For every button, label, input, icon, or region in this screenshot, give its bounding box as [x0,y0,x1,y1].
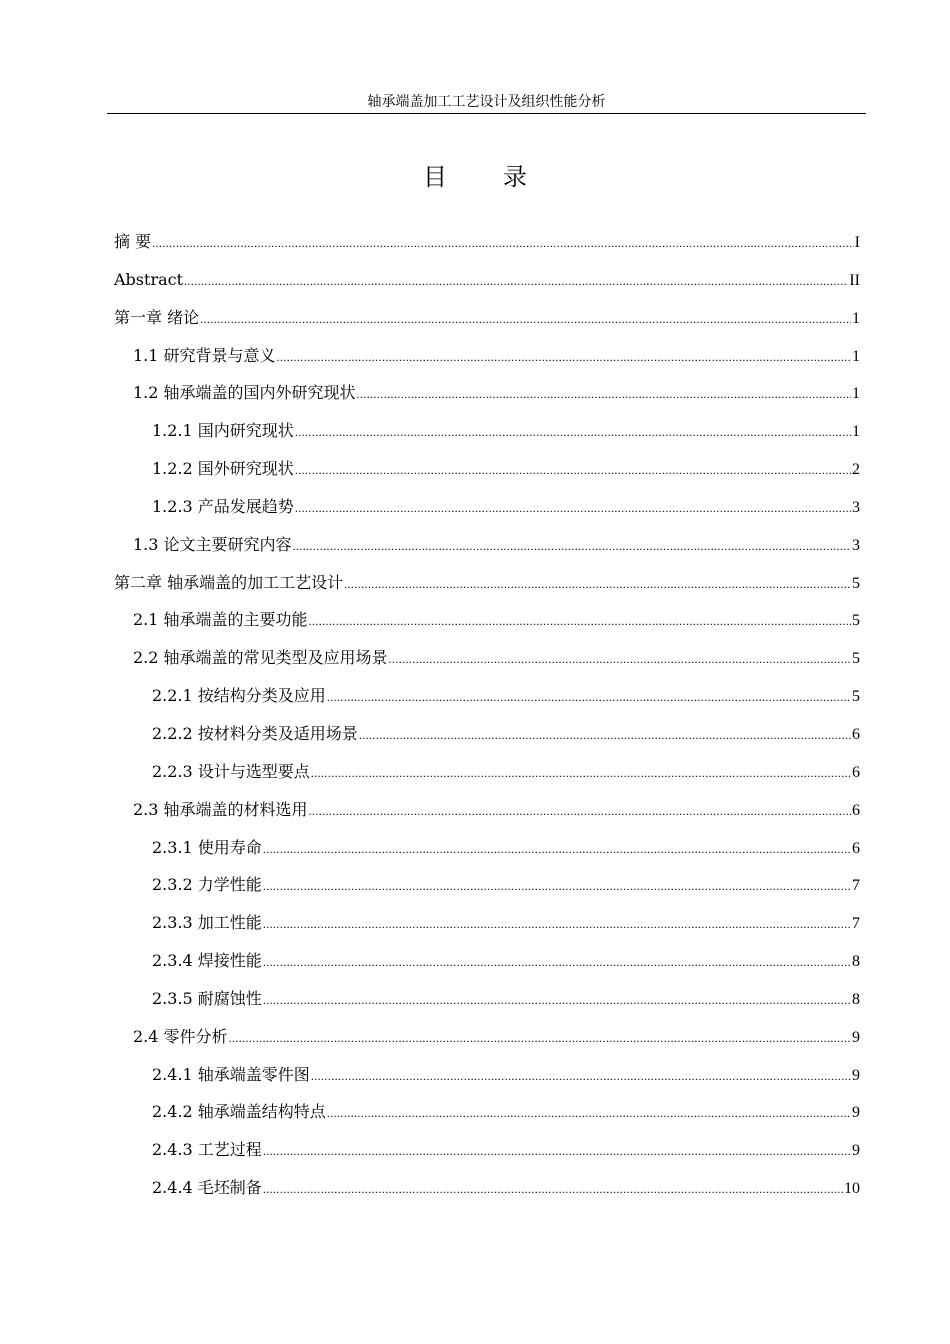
toc-entry-label: Abstract [114,269,184,289]
toc-entry-label: 2.3 轴承端盖的材料选用 [133,799,308,819]
toc-entry[interactable] [114,488,860,526]
toc-leader-dots [295,414,851,452]
toc-entry-page: 6 [852,839,860,857]
toc-entry[interactable] [114,1131,860,1169]
page-header [107,92,866,112]
toc-leader-dots [263,831,851,869]
toc-entry-page: 3 [852,536,860,554]
header-divider [107,113,866,114]
toc-leader-dots [311,755,851,793]
toc-entry-label: 1.1 研究背景与意义 [133,345,276,365]
toc-entry-page: 1 [852,385,860,403]
toc-entry-page: 5 [852,650,860,668]
toc-leader-dots [277,339,851,377]
toc-entry[interactable] [114,753,860,791]
toc-entry-label: 1.2.1 国内研究现状 [152,421,294,441]
toc-entry-label: 1.2.3 产品发展趋势 [152,496,294,516]
toc-entry-page: 10 [844,1180,860,1198]
toc-entry-label: 2.4.2 轴承端盖结构特点 [152,1102,326,1122]
toc-entry-label: 2.3.2 力学性能 [152,875,262,895]
toc-leader-dots [327,1095,851,1133]
toc-list [114,223,860,1207]
toc-title-right: 录 [503,163,527,191]
toc-leader-dots [309,603,851,641]
toc-leader-dots [263,868,851,906]
toc-entry[interactable] [114,450,860,488]
toc-leader-dots [263,982,851,1020]
toc-entry-page: 3 [852,498,860,516]
toc-leader-dots [389,641,851,679]
toc-entry-page: 2 [852,461,860,479]
toc-entry[interactable] [114,1018,860,1056]
toc-entry-label: 摘 要 [114,232,152,251]
toc-leader-dots [200,301,851,339]
toc-leader-dots [295,452,851,490]
toc-entry[interactable] [114,866,860,904]
toc-entry-page: 1 [852,423,860,441]
toc-entry-page: 9 [852,1142,860,1160]
toc-entry-label: 1.3 论文主要研究内容 [133,534,292,554]
toc-entry-label: 2.4.4 毛坯制备 [152,1178,262,1198]
toc-entry-page: 6 [852,801,860,819]
toc-entry[interactable] [114,374,860,412]
toc-leader-dots [295,490,851,528]
toc-leader-dots [344,566,851,604]
toc-entry[interactable] [114,904,860,942]
toc-title [0,160,950,194]
toc-leader-dots [263,1171,843,1209]
toc-leader-dots [293,528,851,566]
toc-leader-dots [359,717,851,755]
toc-entry[interactable] [114,639,860,677]
toc-entry-page: 1 [852,309,860,327]
toc-leader-dots [309,793,851,831]
toc-entry-page: 1 [852,347,860,365]
toc-entry[interactable] [114,791,860,829]
toc-entry[interactable] [114,1093,860,1131]
toc-entry-label: 2.1 轴承端盖的主要功能 [133,610,308,630]
toc-leader-dots [229,1020,851,1058]
toc-leader-dots [184,263,848,301]
toc-entry[interactable] [114,715,860,753]
toc-entry[interactable] [114,337,860,375]
toc-title-left: 目 [423,163,447,191]
toc-entry-page: 5 [852,574,860,592]
toc-entry-page: 7 [852,877,860,895]
toc-entry-page: I [854,234,860,251]
toc-entry-label: 第一章 绪论 [114,307,200,327]
toc-entry-page: 9 [852,1028,860,1046]
toc-entry-label: 2.3.1 使用寿命 [152,837,262,857]
toc-entry-label: 2.4.1 轴承端盖零件图 [152,1064,310,1084]
toc-leader-dots [263,944,851,982]
toc-entry-label: 2.2 轴承端盖的常见类型及应用场景 [133,648,388,668]
toc-entry-label: 第二章 轴承端盖的加工工艺设计 [114,572,344,592]
toc-entry-page: 7 [852,915,860,933]
toc-entry[interactable] [114,942,860,980]
toc-entry-page: 8 [852,990,860,1008]
toc-entry[interactable] [114,980,860,1018]
toc-entry[interactable] [114,1169,860,1207]
toc-entry-label: 2.4 零件分析 [133,1026,228,1046]
toc-entry-page: 9 [852,1066,860,1084]
toc-entry-label: 2.4.3 工艺过程 [152,1140,262,1160]
toc-entry[interactable] [114,564,860,602]
toc-entry[interactable] [114,677,860,715]
toc-leader-dots [263,1133,851,1171]
toc-leader-dots [152,225,854,263]
toc-leader-dots [357,376,851,414]
toc-entry-label: 2.3.3 加工性能 [152,913,262,933]
toc-entry-label: 1.2.2 国外研究现状 [152,459,294,479]
toc-entry-label: 2.3.4 焊接性能 [152,951,262,971]
toc-entry-page: 5 [852,612,860,630]
toc-entry[interactable] [114,601,860,639]
toc-entry[interactable] [114,829,860,867]
toc-entry-label: 2.2.3 设计与选型要点 [152,761,310,781]
toc-entry-page: II [849,271,860,289]
toc-leader-dots [263,906,851,944]
toc-entry-label: 2.3.5 耐腐蚀性 [152,988,262,1008]
toc-entry-page: 5 [852,688,860,706]
toc-entry-page: 8 [852,953,860,971]
toc-leader-dots [327,679,851,717]
toc-leader-dots [311,1058,851,1096]
toc-entry[interactable] [114,223,860,261]
toc-entry[interactable] [114,261,860,299]
toc-entry-label: 1.2 轴承端盖的国内外研究现状 [133,383,356,403]
header-title: 轴承端盖加工工艺设计及组织性能分析 [367,94,606,110]
toc-entry-page: 6 [852,763,860,781]
toc-entry[interactable] [114,299,860,337]
toc-entry-page: 6 [852,725,860,743]
toc-entry[interactable] [114,1056,860,1094]
toc-entry-label: 2.2.1 按结构分类及应用 [152,686,326,706]
toc-entry-page: 9 [852,1104,860,1122]
toc-entry-label: 2.2.2 按材料分类及适用场景 [152,723,358,743]
toc-entry[interactable] [114,526,860,564]
toc-entry[interactable] [114,412,860,450]
